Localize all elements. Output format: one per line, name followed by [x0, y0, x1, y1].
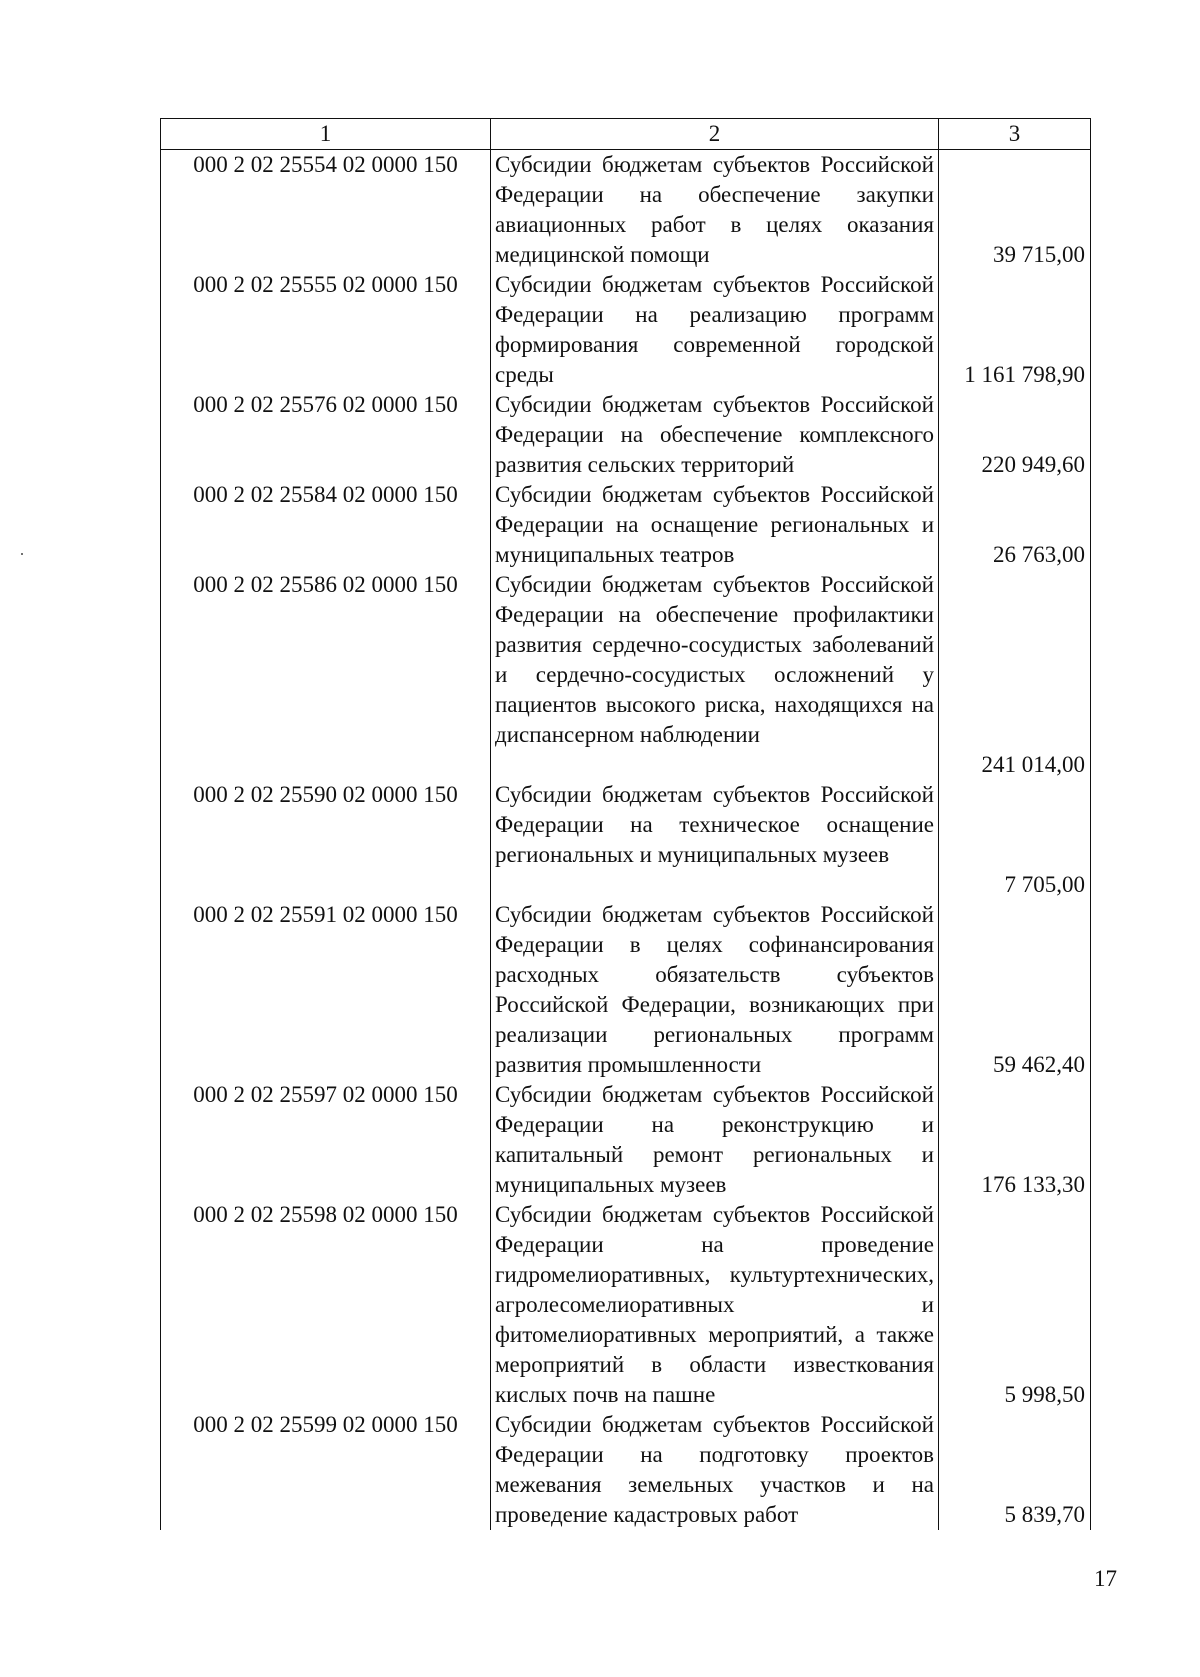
page-number: 17	[1094, 1566, 1117, 1591]
subsidy-description: Субсидии бюджетам субъектов Российской Федерации на обеспечение закупки авиационных работ в целях оказания медицинской помощи	[491, 150, 939, 271]
table-row	[161, 570, 1091, 780]
table-row	[161, 480, 1091, 570]
subsidy-description: Субсидии бюджетам субъектов Российской Федерации на подготовку проектов межевания земельных участков и на проведение кадастровых работ	[491, 1410, 939, 1530]
budget-code: 000 2 02 25591 02 0000 150	[161, 900, 491, 1080]
column-header-1: 1	[161, 119, 491, 150]
scan-speck	[21, 553, 23, 555]
subsidy-amount: 5 998,50	[939, 1200, 1091, 1410]
subsidy-description: Субсидии бюджетам субъектов Российской Федерации в целях софинансирования расходных обязательств субъектов Российской Федерации, возникающих при реализации региональных программ развития промышленности	[491, 900, 939, 1080]
subsidy-amount: 176 133,30	[939, 1080, 1091, 1200]
subsidy-amount: 220 949,60	[939, 390, 1091, 480]
subsidy-description: Субсидии бюджетам субъектов Российской Федерации на обеспечение профилактики развития сердечно-сосудистых заболеваний и сердечно-сосудистых осложнений у пациентов высокого риска, находящихся на диспансерном наблюдении	[491, 570, 939, 780]
budget-code: 000 2 02 25584 02 0000 150	[161, 480, 491, 570]
subsidy-amount: 59 462,40	[939, 900, 1091, 1080]
budget-code: 000 2 02 25599 02 0000 150	[161, 1410, 491, 1530]
header-row	[161, 119, 1091, 150]
subsidy-description: Субсидии бюджетам субъектов Российской Федерации на реконструкцию и капитальный ремонт региональных и муниципальных музеев	[491, 1080, 939, 1200]
budget-code: 000 2 02 25597 02 0000 150	[161, 1080, 491, 1200]
subsidy-description: Субсидии бюджетам субъектов Российской Федерации на оснащение региональных и муниципальных театров	[491, 480, 939, 570]
subsidy-description: Субсидии бюджетам субъектов Российской Федерации на реализацию программ формирования современной городской среды	[491, 270, 939, 390]
subsidy-amount: 39 715,00	[939, 150, 1091, 271]
subsidy-amount: 5 839,70	[939, 1410, 1091, 1530]
table-row	[161, 150, 1091, 271]
budget-code: 000 2 02 25590 02 0000 150	[161, 780, 491, 900]
subsidy-description: Субсидии бюджетам субъектов Российской Федерации на техническое оснащение региональных и муниципальных музеев	[491, 780, 939, 900]
budget-code: 000 2 02 25598 02 0000 150	[161, 1200, 491, 1410]
table-row	[161, 1080, 1091, 1200]
budget-code: 000 2 02 25586 02 0000 150	[161, 570, 491, 780]
table-row	[161, 1200, 1091, 1410]
subsidy-amount: 241 014,00	[939, 570, 1091, 780]
subsidy-amount: 26 763,00	[939, 480, 1091, 570]
table-row	[161, 1410, 1091, 1530]
table-row	[161, 270, 1091, 390]
table-row	[161, 780, 1091, 900]
table-row	[161, 900, 1091, 1080]
subsidy-amount: 1 161 798,90	[939, 270, 1091, 390]
subsidy-description: Субсидии бюджетам субъектов Российской Федерации на обеспечение комплексного развития сельских территорий	[491, 390, 939, 480]
column-header-3: 3	[939, 119, 1091, 150]
subsidy-amount: 7 705,00	[939, 780, 1091, 900]
budget-table	[160, 118, 1091, 1530]
subsidy-description: Субсидии бюджетам субъектов Российской Федерации на проведение гидромелиоративных, культуртехнических, агролесомелиоративных и фитомелиоративных мероприятий, а также мероприятий в области известкования кислых почв на пашне	[491, 1200, 939, 1410]
budget-code: 000 2 02 25576 02 0000 150	[161, 390, 491, 480]
column-header-2: 2	[491, 119, 939, 150]
budget-code: 000 2 02 25554 02 0000 150	[161, 150, 491, 271]
table-row	[161, 390, 1091, 480]
budget-code: 000 2 02 25555 02 0000 150	[161, 270, 491, 390]
